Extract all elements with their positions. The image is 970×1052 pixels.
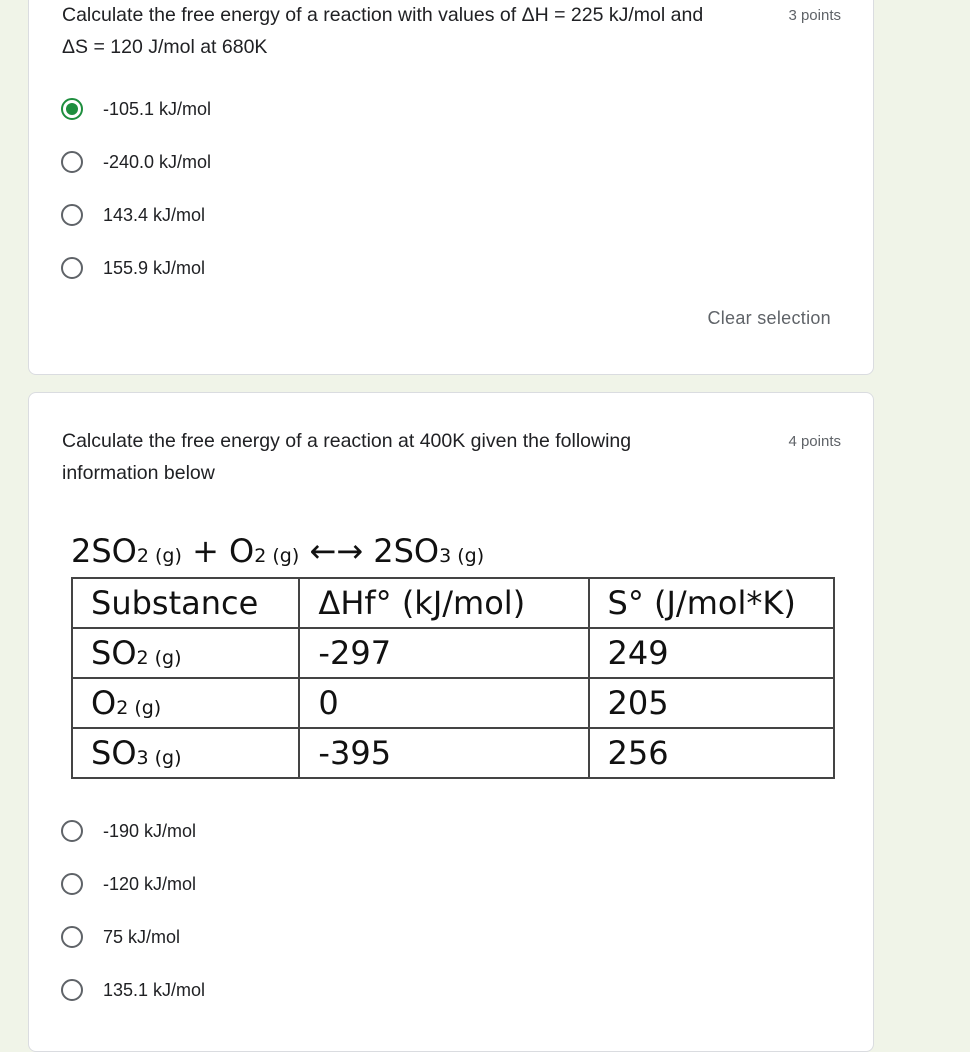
table-header: S° (J/mol*K) <box>589 578 834 628</box>
question-card-2 <box>28 392 874 1052</box>
radio-unchecked-icon[interactable] <box>61 151 83 173</box>
table-row <box>72 628 834 678</box>
radio-unchecked-icon[interactable] <box>61 204 83 226</box>
radio-option[interactable] <box>61 869 196 899</box>
option-label: -120 kJ/mol <box>103 873 197 894</box>
option-label: -105.1 kJ/mol <box>103 98 212 119</box>
radio-option[interactable] <box>61 94 211 124</box>
entropy-cell: 249 <box>589 628 834 678</box>
question-card-1 <box>28 0 874 375</box>
radio-unchecked-icon[interactable] <box>61 979 83 1001</box>
option-label: 143.4 kJ/mol <box>103 204 206 225</box>
option-label: -190 kJ/mol <box>103 820 197 841</box>
radio-option[interactable] <box>61 253 205 283</box>
radio-option[interactable] <box>61 147 211 177</box>
enthalpy-cell: -297 <box>299 628 588 678</box>
points-label: 3 points <box>788 7 841 24</box>
option-label: 155.9 kJ/mol <box>103 257 206 278</box>
radio-option[interactable] <box>61 200 205 230</box>
table-row <box>72 678 834 728</box>
question-title <box>62 425 762 489</box>
radio-option[interactable] <box>61 975 205 1005</box>
enthalpy-cell: -395 <box>299 728 588 778</box>
table-header-row <box>72 578 834 628</box>
substance-cell: O2 (g) <box>72 678 299 728</box>
question-title <box>62 0 762 63</box>
option-label: 75 kJ/mol <box>103 926 181 947</box>
table-row <box>72 728 834 778</box>
question-title-line: Calculate the free energy of a reaction at 400K given the following <box>62 430 632 452</box>
table-header: Substance <box>72 578 299 628</box>
radio-unchecked-icon[interactable] <box>61 926 83 948</box>
radio-unchecked-icon[interactable] <box>61 873 83 895</box>
question-title-line: ΔS = 120 J/mol at 680K <box>62 36 268 58</box>
radio-checked-icon[interactable] <box>61 98 83 120</box>
question-image <box>69 531 839 791</box>
radio-unchecked-icon[interactable] <box>61 820 83 842</box>
entropy-cell: 256 <box>589 728 834 778</box>
radio-option[interactable] <box>61 816 196 846</box>
question-title-line: information below <box>62 462 215 484</box>
substance-cell: SO3 (g) <box>72 728 299 778</box>
option-label: -240.0 kJ/mol <box>103 151 212 172</box>
substance-cell: SO2 (g) <box>72 628 299 678</box>
option-label: 135.1 kJ/mol <box>103 979 206 1000</box>
thermo-data-table <box>71 577 835 779</box>
table-header: ΔHf° (kJ/mol) <box>299 578 588 628</box>
clear-selection-button[interactable]: Clear selection <box>707 308 831 328</box>
enthalpy-cell: 0 <box>299 678 588 728</box>
question-title-line: Calculate the free energy of a reaction with values of ΔH = 225 kJ/mol and <box>62 4 704 26</box>
points-label: 4 points <box>788 433 841 450</box>
reaction-equation: 2SO2 (g) + O2 (g) ←→ 2SO3 (g) <box>71 532 485 570</box>
entropy-cell: 205 <box>589 678 834 728</box>
equilibrium-arrow-icon: ←→ <box>299 532 374 570</box>
radio-option[interactable] <box>61 922 180 952</box>
radio-unchecked-icon[interactable] <box>61 257 83 279</box>
